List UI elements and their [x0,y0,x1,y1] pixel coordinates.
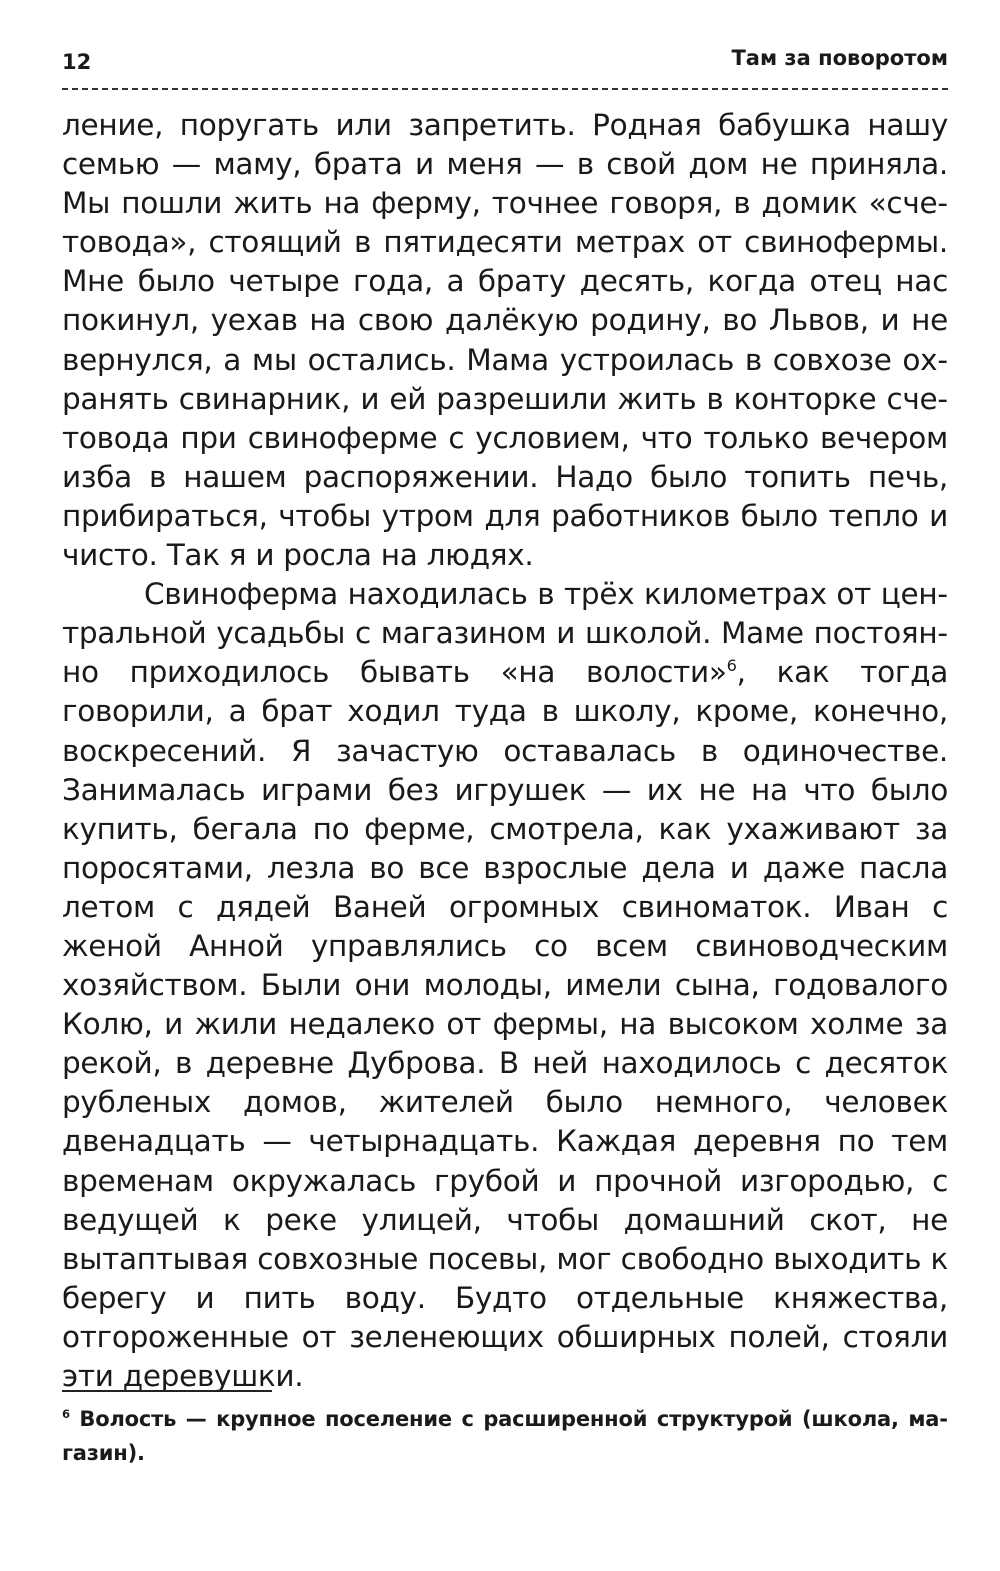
footnote-number: 6 [62,1407,70,1421]
header-divider [62,88,948,90]
running-title: Там за поворотом [731,46,948,70]
paragraph-2-part-1: Свиноферма находилась в трёх километрах от центральной усадьбы с магазином и школой. Маме постоянно приходилось бывать «на волости» [62,577,948,690]
footnote-divider [62,1390,272,1392]
paragraph-2 [62,575,948,1396]
main-text [62,106,948,1396]
footnote-text: Волость — крупное поселение с расширенной структурой (школа, магазин). [62,1407,948,1465]
footnote-reference: 6 [726,656,737,676]
paragraph-1: ление, поругать или запретить. Родная бабушка нашу семью — маму, брата и меня — в свой дом не приняла. Мы пошли жить на ферму, точнее говоря, в домик «счетовода», стоящий в пятидесяти метрах от свинофермы. Мне было четыре года, а брату десять, когда отец нас покинул, уехав на свою далёкую родину, во Львов, и не вернулся, а мы остались. Мама устроилась в совхозе охранять свинарник, и ей разрешили жить в конторке счетовода при свиноферме с условием, что только вечером изба в нашем распоряжении. Надо было топить печь, прибираться, чтобы утром для работников было тепло и чисто. Так я и росла на людях. [62,108,948,573]
footnote [62,1402,948,1470]
page-number: 12 [62,50,92,74]
paragraph-2-part-2: , как тогда говорили, а брат ходил туда в школу, кроме, конечно, воскресений. Я зачастую оставалась в одиночестве. Занималась играми без игрушек — их не на что было купить, бегала по ферме, смотрела, как ухаживают за поросятами, лезла во все взрослые дела и даже пасла летом с дядей Ваней огромных свиноматок. Иван с женой Анной управлялись со всем свиноводческим хозяйством. Были они молоды, имели сына, годовалого Колю, и жили недалеко от фермы, на высоком холме за рекой, в деревне Дуброва. В ней находилось с десяток рубленых домов, жителей было немного, человек двенадцать — четырнадцать. Каждая деревня по тем временам окружалась грубой и прочной изгородью, с ведущей к реке улицей, чтобы домашний скот, не вытаптывая совхозные посевы, мог свободно выходить к берегу и пить воду. Будто отдельные княжества, отгороженные от зеленеющих обширных полей, стояли эти деревушки. [62,655,948,1393]
page-header [62,44,948,84]
